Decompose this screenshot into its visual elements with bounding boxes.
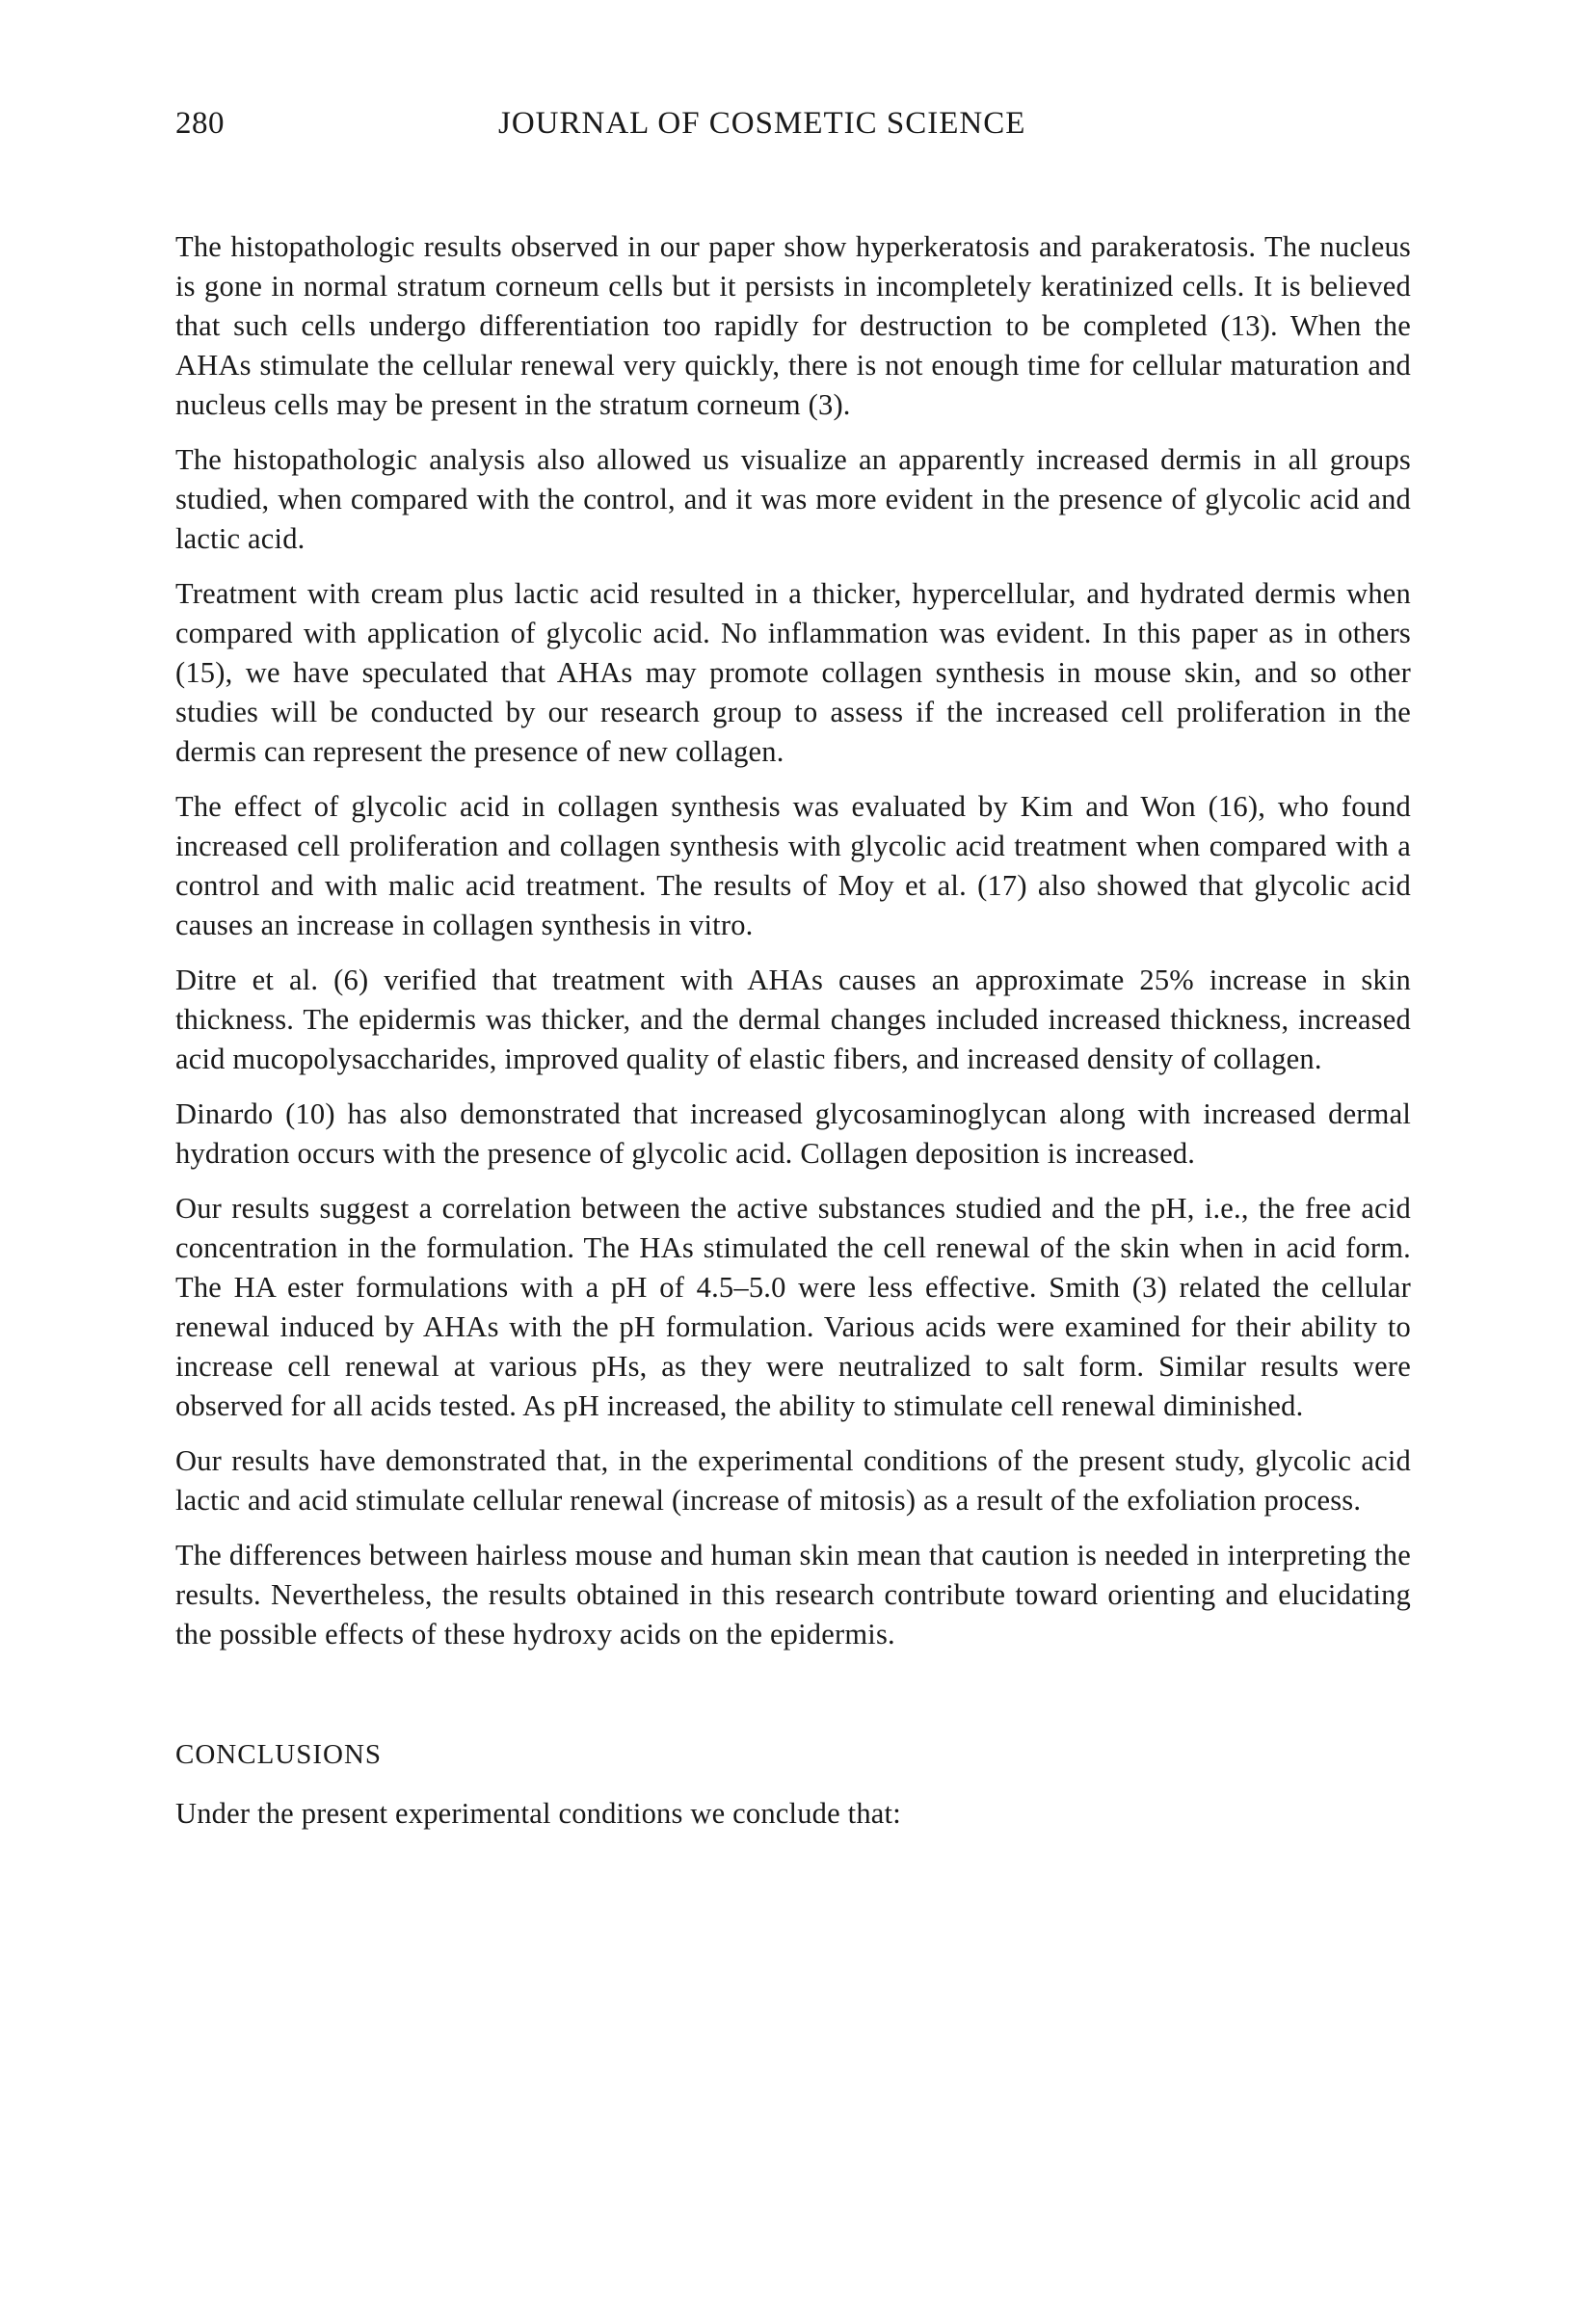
journal-title: JOURNAL OF COSMETIC SCIENCE — [498, 106, 1026, 141]
paragraph-lactic-acid-treatment: Treatment with cream plus lactic acid resulted in a thicker, hypercellular, and hydrated dermis when compared with application of glycolic acid. No inflammation was evident. In this paper as in others (15), we have speculated that AHAs may promote collagen synthesis in mouse skin, and so other studies will be conducted by our research group to assess if the increased cell proliferation in the dermis can represent the presence of new collagen. — [175, 577, 1411, 768]
paragraph-ph-correlation: Our results suggest a correlation between the active substances studied and the pH, i.e., the free acid concentration in the formulation. The HAs stimulated the cell renewal of the skin when in acid form. The HA ester formulations with a pH of 4.5–5.0 were less effective. Smith (3) related the cellular renewal induced by AHAs with the pH formulation. Various acids were examined for their ability to increase cell renewal at various pHs, as they were neutralized to salt form. Similar results were observed for all acids tested. As pH increased, the ability to stimulate cell renewal diminished. — [175, 1192, 1411, 1422]
page-number: 280 — [175, 106, 225, 141]
conclusions-heading: CONCLUSIONS — [175, 1739, 383, 1770]
paragraph-results-demonstrated: Our results have demonstrated that, in the experimental conditions of the present study, glycolic acid lactic and acid stimulate cellular renewal (increase of mitosis) as a result of the exfoliation process. — [175, 1444, 1411, 1517]
conclusions-intro: Under the present experimental conditions we conclude that: — [175, 1797, 901, 1830]
paragraph-differences: The differences between hairless mouse and human skin mean that caution is needed in interpreting the results. Nevertheless, the results obtained in this research contribute toward orienting and elucidating the possible effects of these hydroxy acids on the epidermis. — [175, 1539, 1411, 1651]
paragraph-histopathologic-analysis: The histopathologic analysis also allowed us visualize an apparently increased dermis in all groups studied, when compared with the control, and it was more evident in the presence of glycolic acid and lactic acid. — [175, 443, 1411, 555]
body-text — [175, 227, 1411, 1654]
paragraph-glycolic-collagen: The effect of glycolic acid in collagen synthesis was evaluated by Kim and Won (16), who found increased cell proliferation and collagen synthesis with glycolic acid treatment when compared with a control and with malic acid treatment. The results of Moy et al. (17) also showed that glycolic acid causes an increase in collagen synthesis in vitro. — [175, 790, 1411, 941]
running-head — [175, 106, 1411, 154]
paragraph-ditre: Ditre et al. (6) verified that treatment with AHAs causes an approximate 25% increase in skin thickness. The epidermis was thicker, and the dermal changes included increased thickness, increased acid mucopolysaccharides, improved quality of elastic fibers, and increased density of collagen. — [175, 964, 1411, 1075]
paragraph-histopathologic-results: The histopathologic results observed in our paper show hyperkeratosis and parakeratosis. The nucleus is gone in normal stratum corneum cells but it persists in incompletely keratinized cells. It is believed that such cells undergo differentiation too rapidly for destruction to be completed (13). When the AHAs stimulate the cellular renewal very quickly, there is not enough time for cellular maturation and nucleus cells may be present in the stratum corneum (3). — [175, 230, 1411, 421]
paragraph-dinardo: Dinardo (10) has also demonstrated that increased glycosaminoglycan along with increased dermal hydration occurs with the presence of glycolic acid. Collagen deposition is increased. — [175, 1097, 1411, 1170]
journal-page — [175, 106, 1411, 1834]
